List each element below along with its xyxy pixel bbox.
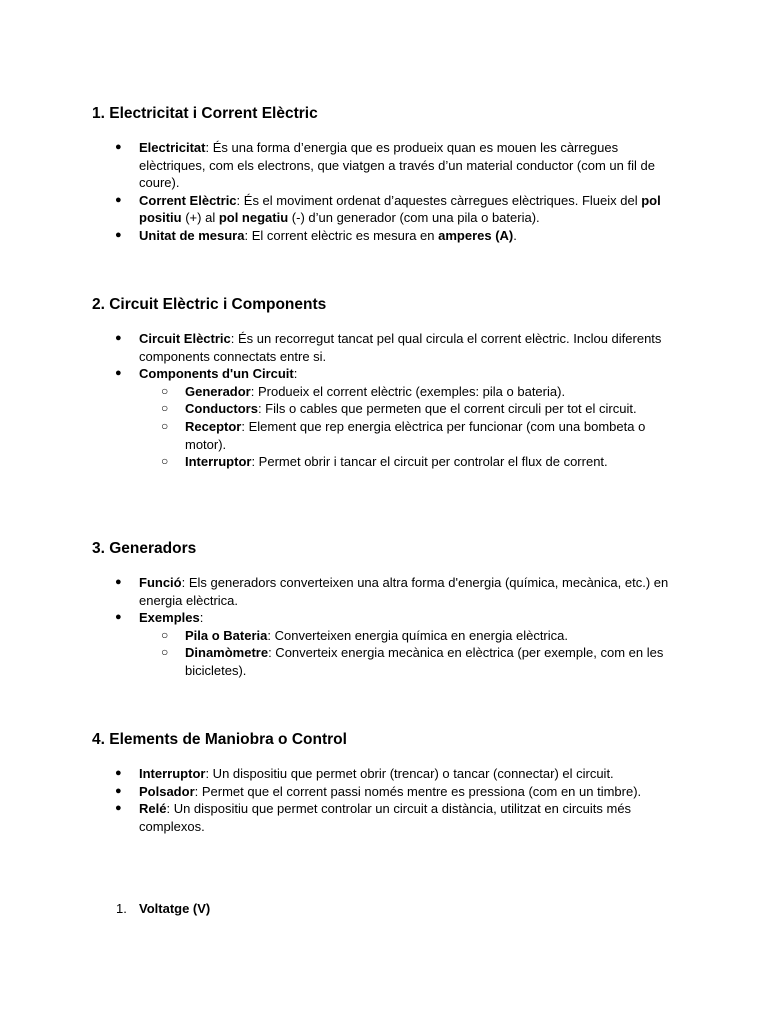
term: Components d'un Circuit xyxy=(139,366,294,382)
section-4-heading: 4. Elements de Maniobra o Control xyxy=(92,731,347,748)
term: Generador xyxy=(185,383,251,399)
sub-item-dinamometre xyxy=(161,644,665,679)
list-item-polsador xyxy=(115,783,674,801)
section-3-heading: 3. Generadors xyxy=(92,540,197,557)
sub-item-generador xyxy=(161,383,665,401)
definition: : Converteix energia mecànica en elèctrica (per exemple, com en les bicicletes). xyxy=(185,645,664,678)
definition: : Produeix el corrent elèctric (exemples: pila o bateria). xyxy=(250,383,566,399)
bullet-icon: ● xyxy=(115,767,122,779)
term: Interruptor xyxy=(139,766,206,781)
sub-item-receptor xyxy=(161,418,665,453)
definition-part: : El corrent elèctric es mesura en xyxy=(244,227,439,243)
sub-item-interruptor xyxy=(161,453,665,471)
definition: : xyxy=(199,610,204,626)
hollow-bullet-icon: ○ xyxy=(161,418,169,433)
list-item-interruptor xyxy=(115,765,674,783)
definition: : Permet obrir i tancar el circuit per controlar el flux de corrent. xyxy=(251,454,608,470)
bullet-icon: ● xyxy=(115,332,122,344)
section-1-list xyxy=(0,139,768,245)
list-item-circuit-electric xyxy=(115,330,674,365)
term: Corrent Elèctric xyxy=(139,192,237,208)
term: Exemples xyxy=(139,610,200,626)
list-item-electricitat xyxy=(115,139,674,192)
definition-part: . xyxy=(513,227,517,243)
item-label: Voltatge (V) xyxy=(139,901,211,916)
bullet-icon: ● xyxy=(115,576,122,588)
term: Polsador xyxy=(139,783,195,799)
bullet-icon: ● xyxy=(115,141,122,153)
numbered-item-voltatge xyxy=(116,900,210,918)
sub-item-conductors xyxy=(161,400,665,418)
term: Relé xyxy=(139,801,167,817)
section-4-list xyxy=(0,765,768,835)
term: Unitat de mesura xyxy=(139,227,245,243)
definition: : És un recorregut tancat pel qual circula el corrent elèctric. Inclou diferents components connectats entre si. xyxy=(139,331,662,364)
bullet-icon: ● xyxy=(115,802,122,815)
section-3-list xyxy=(0,574,768,680)
term: Interruptor xyxy=(185,454,252,470)
list-item-exemples xyxy=(115,609,674,627)
bullet-icon: ● xyxy=(115,611,122,624)
definition: : xyxy=(293,366,298,382)
section-1-heading: 1. Electricitat i Corrent Elèctric xyxy=(92,105,318,122)
definition: : Converteixen energia química en energia elèctrica. xyxy=(267,627,568,643)
definition: : És una forma d’energia que es produeix quan es mouen les càrregues elèctriques, com els electrons, que viatgen a través d’un material conductor (com un fil de coure). xyxy=(139,140,655,191)
list-item-corrent-electric xyxy=(115,192,674,227)
definition-part: (+) al xyxy=(181,210,219,226)
definition: : Permet que el corrent passi només mentre es pressiona (com en un timbre). xyxy=(194,783,642,799)
term: Funció xyxy=(139,575,182,590)
definition: : Element que rep energia elèctrica per funcionar (com una bombeta o motor). xyxy=(185,418,646,452)
definition-part: (-) d’un generador (com una pila o bateria). xyxy=(288,210,540,226)
bold-term: pol negatiu xyxy=(218,210,289,226)
section-2-heading: 2. Circuit Elèctric i Components xyxy=(92,296,327,313)
definition: : Els generadors converteixen una altra forma d'energia (química, mecànica, etc.) en energia elèctrica. xyxy=(139,575,669,608)
hollow-bullet-icon: ○ xyxy=(161,627,169,642)
term: Receptor xyxy=(185,418,242,434)
term: Electricitat xyxy=(139,140,206,155)
item-number: 1. xyxy=(116,901,127,916)
bold-term: pol positiu xyxy=(139,192,661,226)
sub-item-pila-o-bateria xyxy=(161,627,665,645)
hollow-bullet-icon: ○ xyxy=(161,645,169,660)
bullet-icon: ● xyxy=(115,228,122,241)
term: Conductors xyxy=(185,401,258,417)
term: Pila o Bateria xyxy=(185,627,268,643)
bold-term: amperes (A) xyxy=(438,227,514,243)
definition: : Un dispositiu que permet obrir (trencar) o tancar (connectar) el circuit. xyxy=(205,766,614,781)
bullet-icon: ● xyxy=(115,784,122,797)
term: Circuit Elèctric xyxy=(139,331,231,346)
bullet-icon: ● xyxy=(115,193,122,206)
definition: : Fils o cables que permeten que el corrent circuli per tot el circuit. xyxy=(257,401,637,417)
hollow-bullet-icon: ○ xyxy=(161,383,169,398)
list-item-unitat-de-mesura xyxy=(115,227,674,245)
hollow-bullet-icon: ○ xyxy=(161,454,169,469)
section-2-list xyxy=(0,330,768,471)
definition: : Un dispositiu que permet controlar un circuit a distància, utilitzat en circuits més complexos. xyxy=(139,801,632,834)
list-item-components xyxy=(115,365,674,383)
bullet-icon: ● xyxy=(115,367,122,380)
term: Dinamòmetre xyxy=(185,645,269,661)
hollow-bullet-icon: ○ xyxy=(161,401,169,416)
definition-part: : És el moviment ordenat d’aquestes càrregues elèctriques. Flueix del xyxy=(236,192,642,208)
list-item-rele xyxy=(115,800,674,835)
list-item-funcio xyxy=(115,574,674,609)
